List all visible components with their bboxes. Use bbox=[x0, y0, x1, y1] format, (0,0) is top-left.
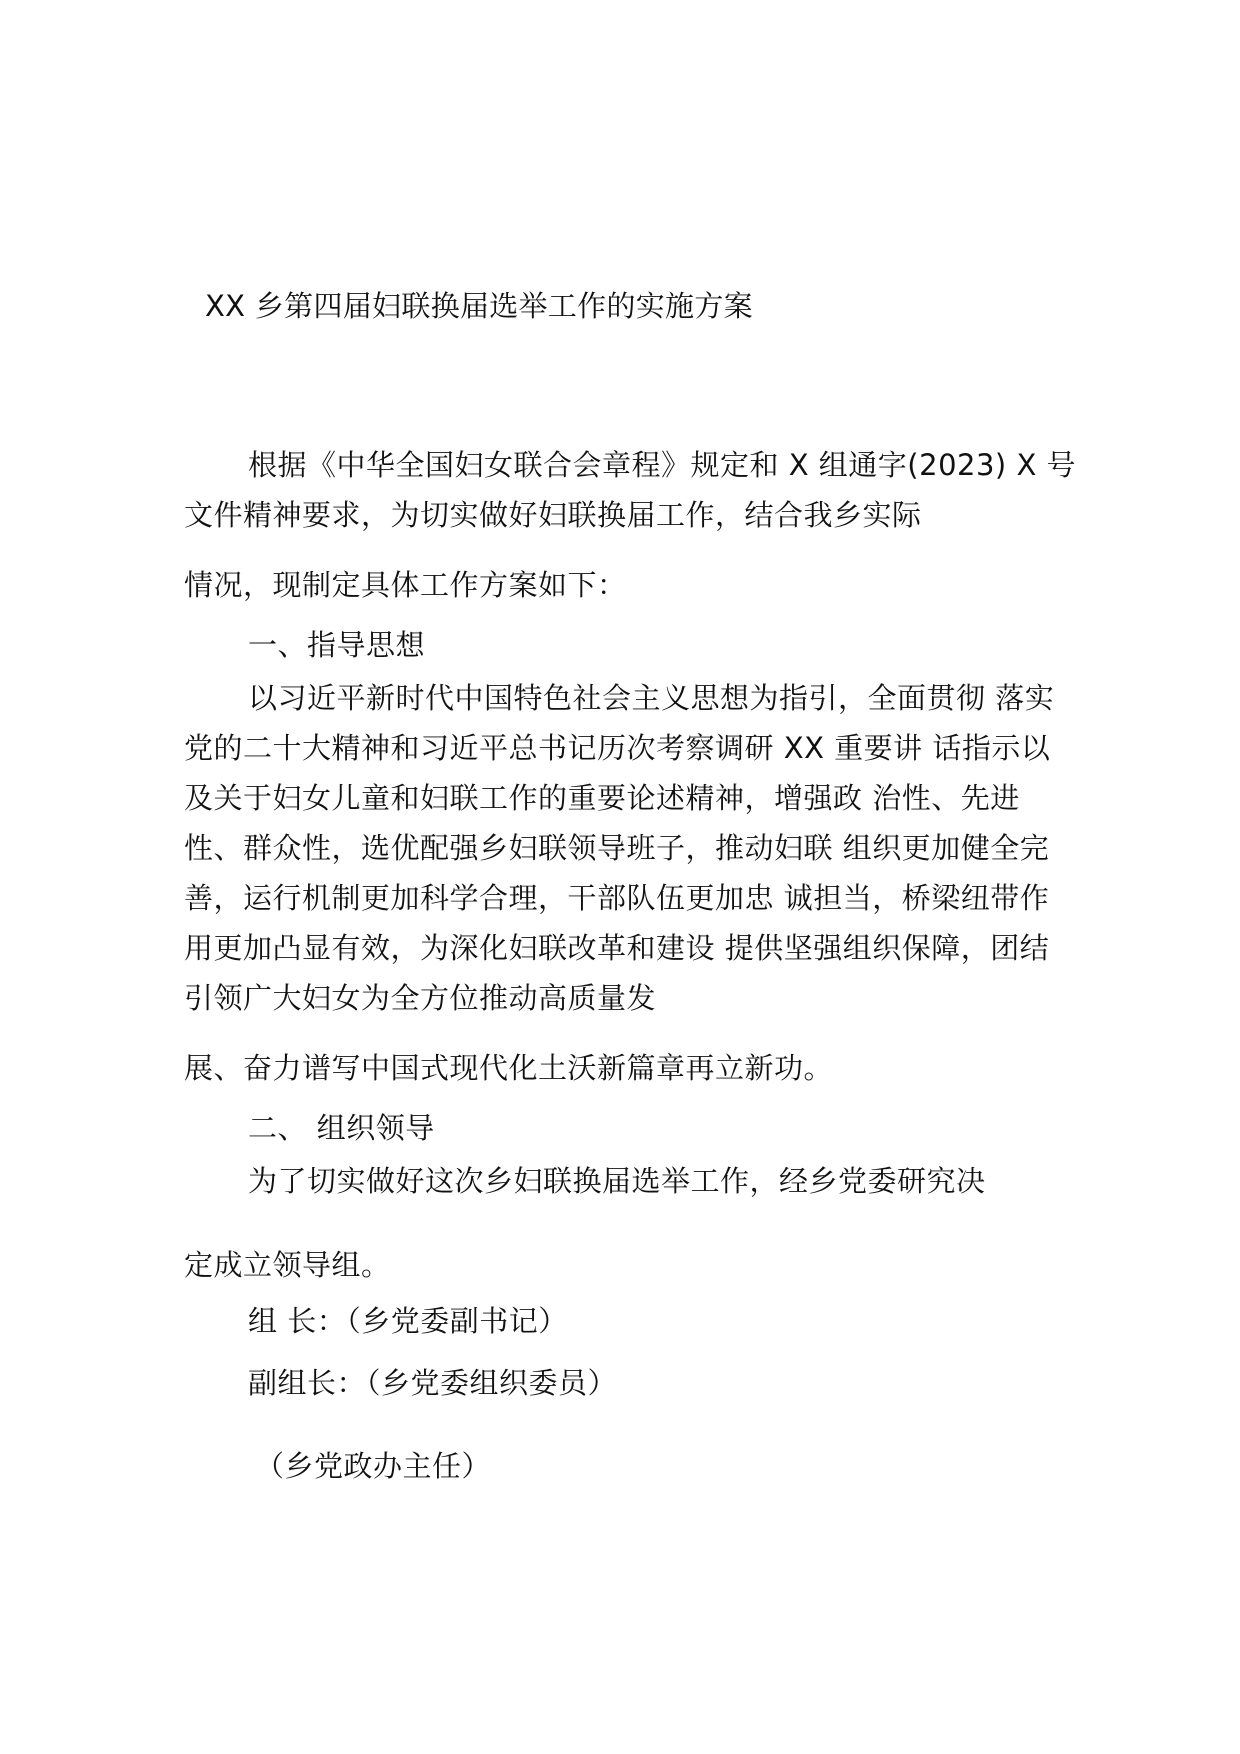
team-leader-line: 组 长：（乡党委副书记） bbox=[248, 1304, 568, 1338]
paragraph-line: 根据《中华全国妇女联合会章程》规定和 X 组通字(2023) X 号 bbox=[248, 448, 1077, 482]
paragraph-line: 引领广大妇女为全方位推动高质量发 bbox=[184, 981, 657, 1015]
paragraph-line: 性、群众性，选优配强乡妇联领导班子，推动妇联 组织更加健全完 bbox=[184, 831, 1050, 865]
paragraph-line: 定成立领导组。 bbox=[184, 1248, 391, 1282]
paragraph-line: 以习近平新时代中国特色社会主义思想为指引，全面贯彻 落实 bbox=[248, 681, 1055, 715]
paragraph-line: 用更加凸显有效，为深化妇联改革和建设 提供坚强组织保障，团结 bbox=[184, 931, 1050, 965]
section-heading: 二、 组织领导 bbox=[248, 1111, 435, 1145]
paragraph-line: 及关于妇女儿童和妇联工作的重要论述精神，增强政 治性、先进 bbox=[184, 781, 1020, 815]
paragraph-line: 党的二十大精神和习近平总书记历次考察调研 XX 重要讲 话指示以 bbox=[184, 731, 1051, 765]
paragraph-line: 为了切实做好这次乡妇联换届选举工作，经乡党委研究决 bbox=[248, 1164, 986, 1198]
paragraph-line: 文件精神要求，为切实做好妇联换届工作，结合我乡实际 bbox=[184, 498, 922, 532]
member-line: （乡党政办主任） bbox=[255, 1449, 492, 1483]
section-heading: 一、指导思想 bbox=[248, 628, 426, 662]
paragraph-line: 展、奋力谱写中国式现代化土沃新篇章再立新功。 bbox=[184, 1051, 834, 1085]
paragraph-line: 善，运行机制更加科学合理，干部队伍更加忠 诚担当，桥梁纽带作 bbox=[184, 881, 1050, 915]
paragraph-line: 情况，现制定具体工作方案如下： bbox=[184, 568, 627, 602]
deputy-leader-line: 副组长：（乡党委组织委员） bbox=[248, 1366, 618, 1400]
document-title: XX 乡第四届妇联换届选举工作的实施方案 bbox=[205, 289, 753, 323]
